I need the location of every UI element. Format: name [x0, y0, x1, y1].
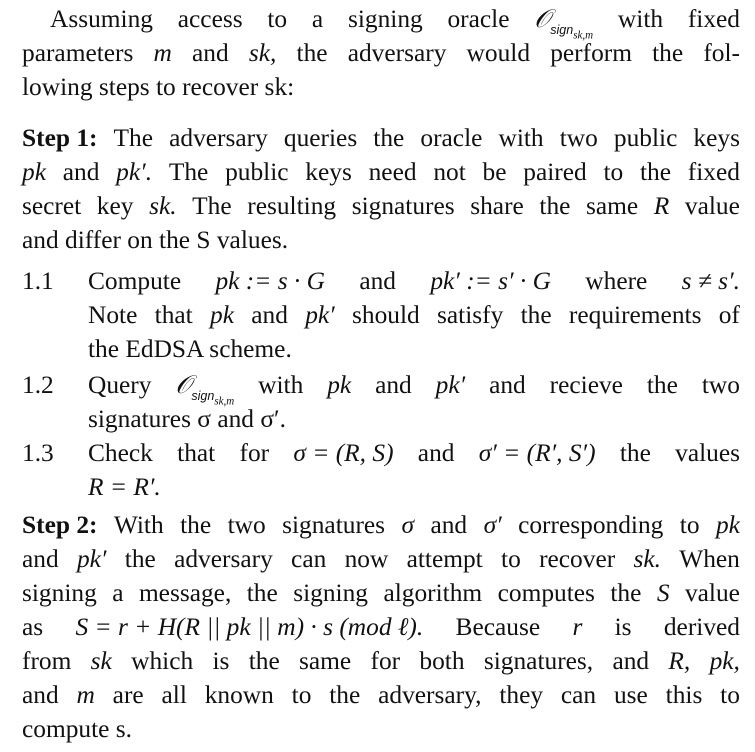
math-sigma-prime: σ′ — [483, 511, 502, 539]
item-number: 1.3 — [22, 439, 54, 467]
word: which — [131, 647, 194, 675]
word: value — [684, 192, 740, 220]
word: the — [652, 39, 684, 67]
word: known — [204, 681, 274, 709]
word: can — [560, 681, 597, 709]
word: and — [22, 545, 59, 573]
item-1-1-line-1 — [88, 264, 740, 298]
word: value — [684, 579, 740, 607]
step1-line-4: and differ on the S values. — [22, 226, 289, 254]
math-pk: pk — [22, 158, 46, 186]
word: the — [124, 545, 156, 573]
item-number: 1.1 — [22, 267, 54, 295]
word: requirements — [568, 301, 702, 329]
word: both — [419, 647, 465, 675]
step1-line-3 — [22, 189, 740, 223]
word: the — [610, 579, 642, 607]
word: as — [22, 613, 44, 641]
math-sk: sk, — [248, 39, 277, 67]
word: the — [640, 158, 672, 186]
word: two — [701, 371, 740, 399]
word: the — [296, 39, 328, 67]
word: public — [225, 158, 289, 186]
word: and — [417, 439, 455, 467]
word: and — [612, 647, 650, 675]
word: need — [368, 158, 417, 186]
word: for — [370, 647, 401, 675]
word: they — [499, 681, 544, 709]
math-R: R — [653, 192, 670, 220]
word: corresponding — [518, 511, 664, 539]
word: fixed — [687, 158, 740, 186]
word: all — [161, 681, 187, 709]
word: and — [192, 39, 229, 67]
word: key — [96, 192, 134, 220]
word: public — [613, 124, 678, 152]
word: satisfy — [437, 301, 504, 329]
oracle-symbol: 𝒪$_{sign_{sk,m}}$ — [175, 371, 235, 408]
word: computes — [497, 579, 595, 607]
word: resulting — [247, 192, 337, 220]
math-sk: sk — [90, 647, 112, 675]
word: a — [311, 5, 324, 33]
step2-line-1 — [22, 508, 740, 542]
step2-line-4 — [22, 610, 740, 644]
word: adversary — [174, 545, 273, 573]
word: the — [619, 439, 651, 467]
word: the — [248, 647, 280, 675]
word: share — [470, 192, 524, 220]
word: of — [718, 301, 740, 329]
word: is — [212, 647, 230, 675]
word: fol- — [703, 39, 740, 67]
word: and — [251, 301, 288, 329]
item-1-2-line-2: signatures σ and σ′. — [88, 405, 286, 433]
step1-line-2 — [22, 155, 740, 189]
word: the — [246, 579, 278, 607]
word: a — [112, 579, 124, 607]
word: not — [433, 158, 466, 186]
word: the — [180, 511, 212, 539]
word: signatures — [351, 192, 455, 220]
step2-line-7: compute s. — [22, 715, 133, 743]
word: values — [675, 439, 740, 467]
math-pk: pk — [715, 511, 740, 539]
word: to — [267, 5, 288, 33]
math-r: r — [572, 613, 583, 641]
oracle-symbol: 𝒪$_{sign_{sk,m}}$ — [534, 5, 594, 42]
intro-line-3: lowing steps to recover sk: — [22, 73, 295, 101]
word: adversary — [347, 39, 447, 67]
math-pk-prime: pk′. — [116, 158, 153, 186]
word: is — [614, 613, 632, 641]
math-R: R, — [668, 647, 691, 675]
step2-line-6 — [22, 678, 740, 712]
intro-line-1 — [50, 2, 740, 42]
word: recieve — [549, 371, 623, 399]
word: recover — [539, 545, 616, 573]
math-pk: pk — [210, 301, 234, 329]
word: attempt — [406, 545, 483, 573]
step2-label: Step 2: — [22, 511, 98, 539]
word: paired — [523, 158, 587, 186]
item-1-2-line-1 — [88, 368, 740, 408]
word: the — [373, 124, 405, 152]
word: secret — [22, 192, 82, 220]
word: with — [617, 5, 664, 33]
word: be — [482, 158, 507, 186]
word: algorithm — [383, 579, 483, 607]
word: Compute — [88, 267, 182, 295]
word: Note — [88, 301, 138, 329]
word: and — [375, 371, 412, 399]
math-expr: s ≠ s′. — [681, 267, 740, 295]
word: Check — [88, 439, 153, 467]
item-1-3-line-1 — [88, 436, 740, 470]
word: perform — [550, 39, 632, 67]
word: keys — [693, 124, 740, 152]
word: signatures — [282, 511, 386, 539]
word: with — [498, 124, 544, 152]
word: that — [154, 301, 193, 329]
math-pk: pk, — [709, 647, 740, 675]
item-1-1-line-2 — [88, 298, 740, 332]
word: The — [192, 192, 232, 220]
word: signing — [293, 579, 368, 607]
math-signature-equation: S = r + H(R || pk || m) · s (mod ℓ). — [75, 613, 424, 641]
word: and — [62, 158, 100, 186]
word: derived — [663, 613, 740, 641]
word: would — [466, 39, 531, 67]
math-S: S — [656, 579, 670, 607]
math-expr: pk′ := s′ · G — [430, 267, 551, 295]
word: keys — [305, 158, 352, 186]
word: and — [22, 681, 59, 709]
word: access — [177, 5, 243, 33]
word: to — [291, 681, 312, 709]
word: When — [679, 545, 740, 573]
word: fixed — [687, 5, 740, 33]
math-pk-prime: pk′ — [435, 371, 466, 399]
step1-line-1 — [22, 121, 740, 155]
word: oracle — [447, 5, 510, 33]
word: parameters — [22, 39, 134, 67]
intro-line-2 — [22, 36, 740, 70]
word: oracle — [420, 124, 483, 152]
word: and — [359, 267, 396, 295]
step1-label: Step 1: — [22, 124, 98, 152]
word: Because — [455, 613, 541, 641]
word: signing — [347, 5, 423, 33]
word: and — [430, 511, 468, 539]
word: adversary — [169, 124, 268, 152]
word: Assuming — [50, 5, 153, 33]
word: Query — [88, 371, 152, 399]
math-pk-prime: pk′ — [305, 301, 335, 329]
word: two — [227, 511, 266, 539]
word: use — [613, 681, 648, 709]
word: The — [168, 158, 209, 186]
word: to — [720, 681, 740, 709]
step2-line-5 — [22, 644, 740, 678]
word: the — [520, 301, 552, 329]
word: for — [239, 439, 270, 467]
math-m: m — [76, 681, 95, 709]
math-sk: sk. — [149, 192, 177, 220]
word: are — [112, 681, 144, 709]
word: with — [258, 371, 304, 399]
step2-line-2 — [22, 542, 740, 576]
word: With — [113, 511, 164, 539]
word: queries — [283, 124, 358, 152]
word: to — [603, 158, 624, 186]
word: message, — [138, 579, 232, 607]
word: where — [585, 267, 648, 295]
word: the — [329, 681, 361, 709]
math-expr: σ = (R, S) — [293, 439, 394, 467]
math-expr: σ′ = (R′, S′) — [478, 439, 596, 467]
math-pk: pk — [327, 371, 352, 399]
word: signatures, — [483, 647, 594, 675]
word: this — [665, 681, 703, 709]
item-number: 1.2 — [22, 371, 54, 399]
word: the — [539, 192, 571, 220]
math-expr: pk := s · G — [215, 267, 325, 295]
word: same — [299, 647, 352, 675]
word: adversary, — [378, 681, 482, 709]
item-1-3-line-2: R = R′. — [88, 473, 161, 501]
math-sk: sk. — [633, 545, 661, 573]
word: The — [113, 124, 154, 152]
word: should — [352, 301, 420, 329]
word: same — [586, 192, 639, 220]
word: signing — [22, 579, 97, 607]
word: and — [489, 371, 526, 399]
word: now — [344, 545, 389, 573]
math-sigma: σ — [401, 511, 415, 539]
word: can — [291, 545, 327, 573]
step2-line-3 — [22, 576, 740, 610]
word: from — [22, 647, 72, 675]
math-pk-prime: pk′ — [76, 545, 107, 573]
word: to — [501, 545, 521, 573]
math-m: m — [153, 39, 172, 67]
word: to — [679, 511, 700, 539]
item-1-1-line-3: the EdDSA scheme. — [88, 335, 292, 363]
word: two — [559, 124, 598, 152]
word: the — [646, 371, 678, 399]
word: that — [177, 439, 216, 467]
